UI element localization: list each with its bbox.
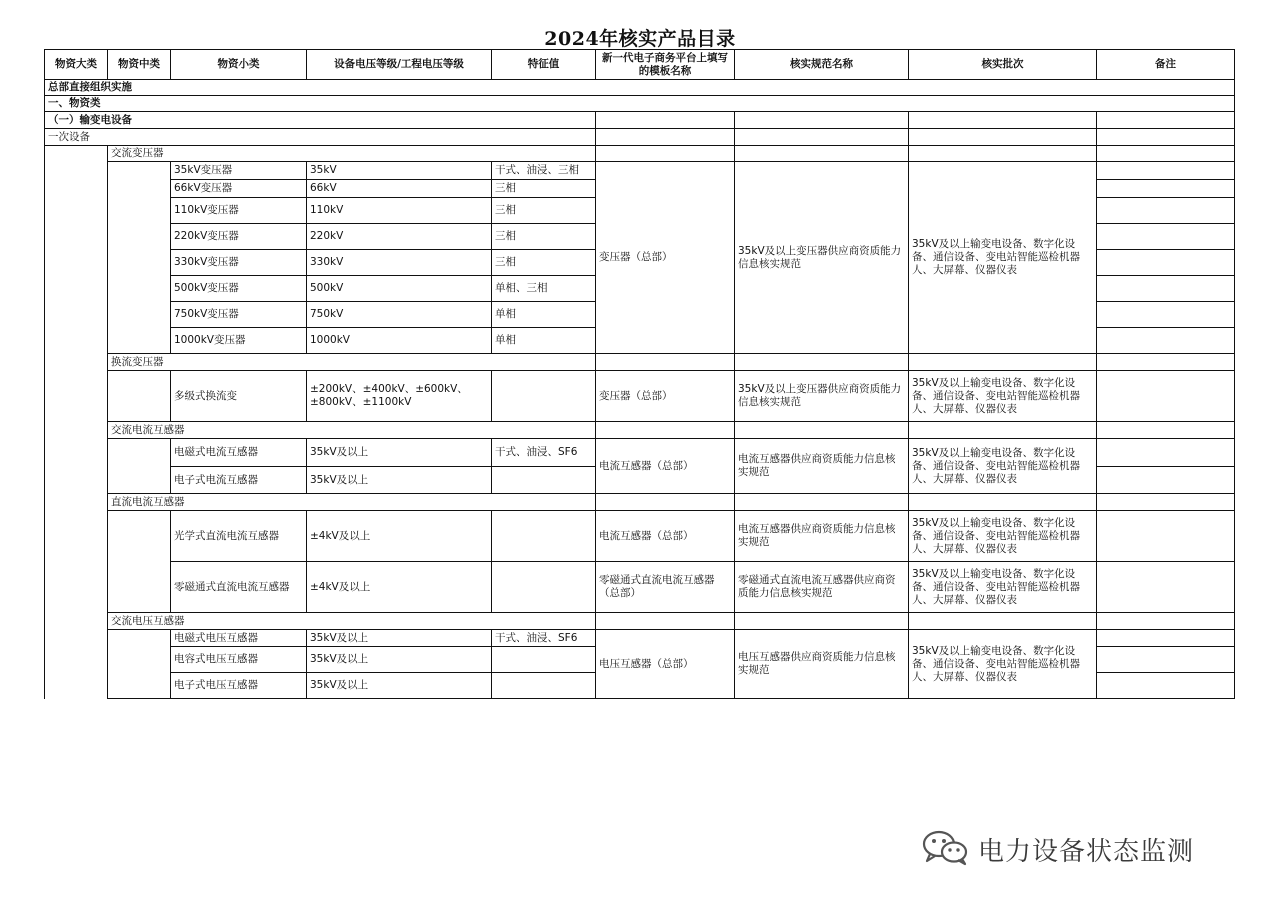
catalog-table [44,49,1235,699]
spec-cell: 35kV及以上变压器供应商资质能力信息核实规范 [735,371,909,422]
group-label: 换流变压器 [108,354,596,371]
group-label: 交流变压器 [108,146,596,162]
voltage-cell: ±200kV、±400kV、±600kV、±800kV、±1100kV [307,371,492,422]
voltage-cell: 35kV及以上 [307,673,492,699]
group-row [45,422,1235,439]
item-cell: 750kV变压器 [171,302,307,328]
watermark-text: 电力设备状态监测 [978,836,1195,867]
table-row [45,630,1235,647]
page-title: 2024年核实产品目录 [544,28,736,50]
spec-cell: 零磁通式直流电流互感器供应商资质能力信息核实规范 [735,562,909,613]
voltage-cell: 220kV [307,224,492,250]
item-cell: 电子式电压互感器 [171,673,307,699]
voltage-cell: 330kV [307,250,492,276]
template-cell: 电压互感器（总部） [596,630,735,699]
wechat-icon [920,828,970,870]
item-cell: 零磁通式直流电流互感器 [171,562,307,613]
item-cell: 330kV变压器 [171,250,307,276]
group-label: 直流电流互感器 [108,494,596,511]
batch-cell: 35kV及以上输变电设备、数字化设备、通信设备、变电站智能巡检机器人、大屏幕、仪器仪表 [909,511,1097,562]
header-cell: 核实批次 [909,50,1097,80]
section-row [45,96,1235,112]
table-row [45,562,1235,613]
template-cell: 零磁通式直流电流互感器（总部） [596,562,735,613]
header-cell: 备注 [1097,50,1235,80]
batch-cell: 35kV及以上输变电设备、数字化设备、通信设备、变电站智能巡检机器人、大屏幕、仪器仪表 [909,630,1097,699]
template-cell: 变压器（总部） [596,371,735,422]
header-cell: 新一代电子商务平台上填写的模板名称 [596,50,735,80]
feature-cell: 三相 [492,250,596,276]
section-row [45,80,1235,96]
feature-cell: 干式、油浸、SF6 [492,630,596,647]
header-cell: 物资中类 [108,50,171,80]
group-row [45,146,1235,162]
voltage-cell: 750kV [307,302,492,328]
section-label: 总部直接组织实施 [45,80,1235,96]
section-row [45,129,1235,146]
spec-cell: 电压互感器供应商资质能力信息核实规范 [735,630,909,699]
header-cell: 物资大类 [45,50,108,80]
batch-cell: 35kV及以上输变电设备、数字化设备、通信设备、变电站智能巡检机器人、大屏幕、仪器仪表 [909,371,1097,422]
item-cell: 多级式换流变 [171,371,307,422]
voltage-cell: 35kV及以上 [307,630,492,647]
group-row [45,494,1235,511]
section-label: （一）输变电设备 [45,112,596,129]
table-row [45,439,1235,467]
item-cell: 500kV变压器 [171,276,307,302]
group-label: 交流电流互感器 [108,422,596,439]
spec-cell: 35kV及以上变压器供应商资质能力信息核实规范 [735,162,909,354]
template-cell: 电流互感器（总部） [596,511,735,562]
feature-cell: 三相 [492,180,596,198]
section-row [45,112,1235,129]
feature-cell: 三相 [492,198,596,224]
item-cell: 110kV变压器 [171,198,307,224]
feature-cell: 单相 [492,328,596,354]
voltage-cell: 35kV [307,162,492,180]
section-label: 一、物资类 [45,96,1235,112]
header-cell: 特征值 [492,50,596,80]
item-cell: 66kV变压器 [171,180,307,198]
header-cell: 设备电压等级/工程电压等级 [307,50,492,80]
voltage-cell: ±4kV及以上 [307,511,492,562]
feature-cell: 单相 [492,302,596,328]
batch-cell: 35kV及以上输变电设备、数字化设备、通信设备、变电站智能巡检机器人、大屏幕、仪器仪表 [909,562,1097,613]
header-row [45,50,1235,80]
item-cell: 电磁式电流互感器 [171,439,307,467]
feature-cell: 干式、油浸、SF6 [492,439,596,467]
spec-cell: 电流互感器供应商资质能力信息核实规范 [735,439,909,494]
item-cell: 电子式电流互感器 [171,467,307,494]
voltage-cell: 1000kV [307,328,492,354]
table-row [45,162,1235,180]
item-cell: 电磁式电压互感器 [171,630,307,647]
feature-cell: 三相 [492,224,596,250]
voltage-cell: 35kV及以上 [307,647,492,673]
section-label: 一次设备 [45,129,596,146]
item-cell: 1000kV变压器 [171,328,307,354]
batch-cell: 35kV及以上输变电设备、数字化设备、通信设备、变电站智能巡检机器人、大屏幕、仪器仪表 [909,439,1097,494]
item-cell: 光学式直流电流互感器 [171,511,307,562]
voltage-cell: 35kV及以上 [307,467,492,494]
batch-cell: 35kV及以上输变电设备、数字化设备、通信设备、变电站智能巡检机器人、大屏幕、仪器仪表 [909,162,1097,354]
header-cell: 核实规范名称 [735,50,909,80]
watermark [920,829,1250,869]
group-row [45,613,1235,630]
template-cell: 电流互感器（总部） [596,439,735,494]
item-cell: 电容式电压互感器 [171,647,307,673]
table-row [45,511,1235,562]
group-label: 交流电压互感器 [108,613,596,630]
voltage-cell: 35kV及以上 [307,439,492,467]
feature-cell: 单相、三相 [492,276,596,302]
template-cell: 变压器（总部） [596,162,735,354]
voltage-cell: ±4kV及以上 [307,562,492,613]
voltage-cell: 66kV [307,180,492,198]
table-row [45,371,1235,422]
header-cell: 物资小类 [171,50,307,80]
item-cell: 35kV变压器 [171,162,307,180]
voltage-cell: 110kV [307,198,492,224]
spec-cell: 电流互感器供应商资质能力信息核实规范 [735,511,909,562]
item-cell: 220kV变压器 [171,224,307,250]
voltage-cell: 500kV [307,276,492,302]
group-row [45,354,1235,371]
feature-cell: 干式、油浸、三相 [492,162,596,180]
